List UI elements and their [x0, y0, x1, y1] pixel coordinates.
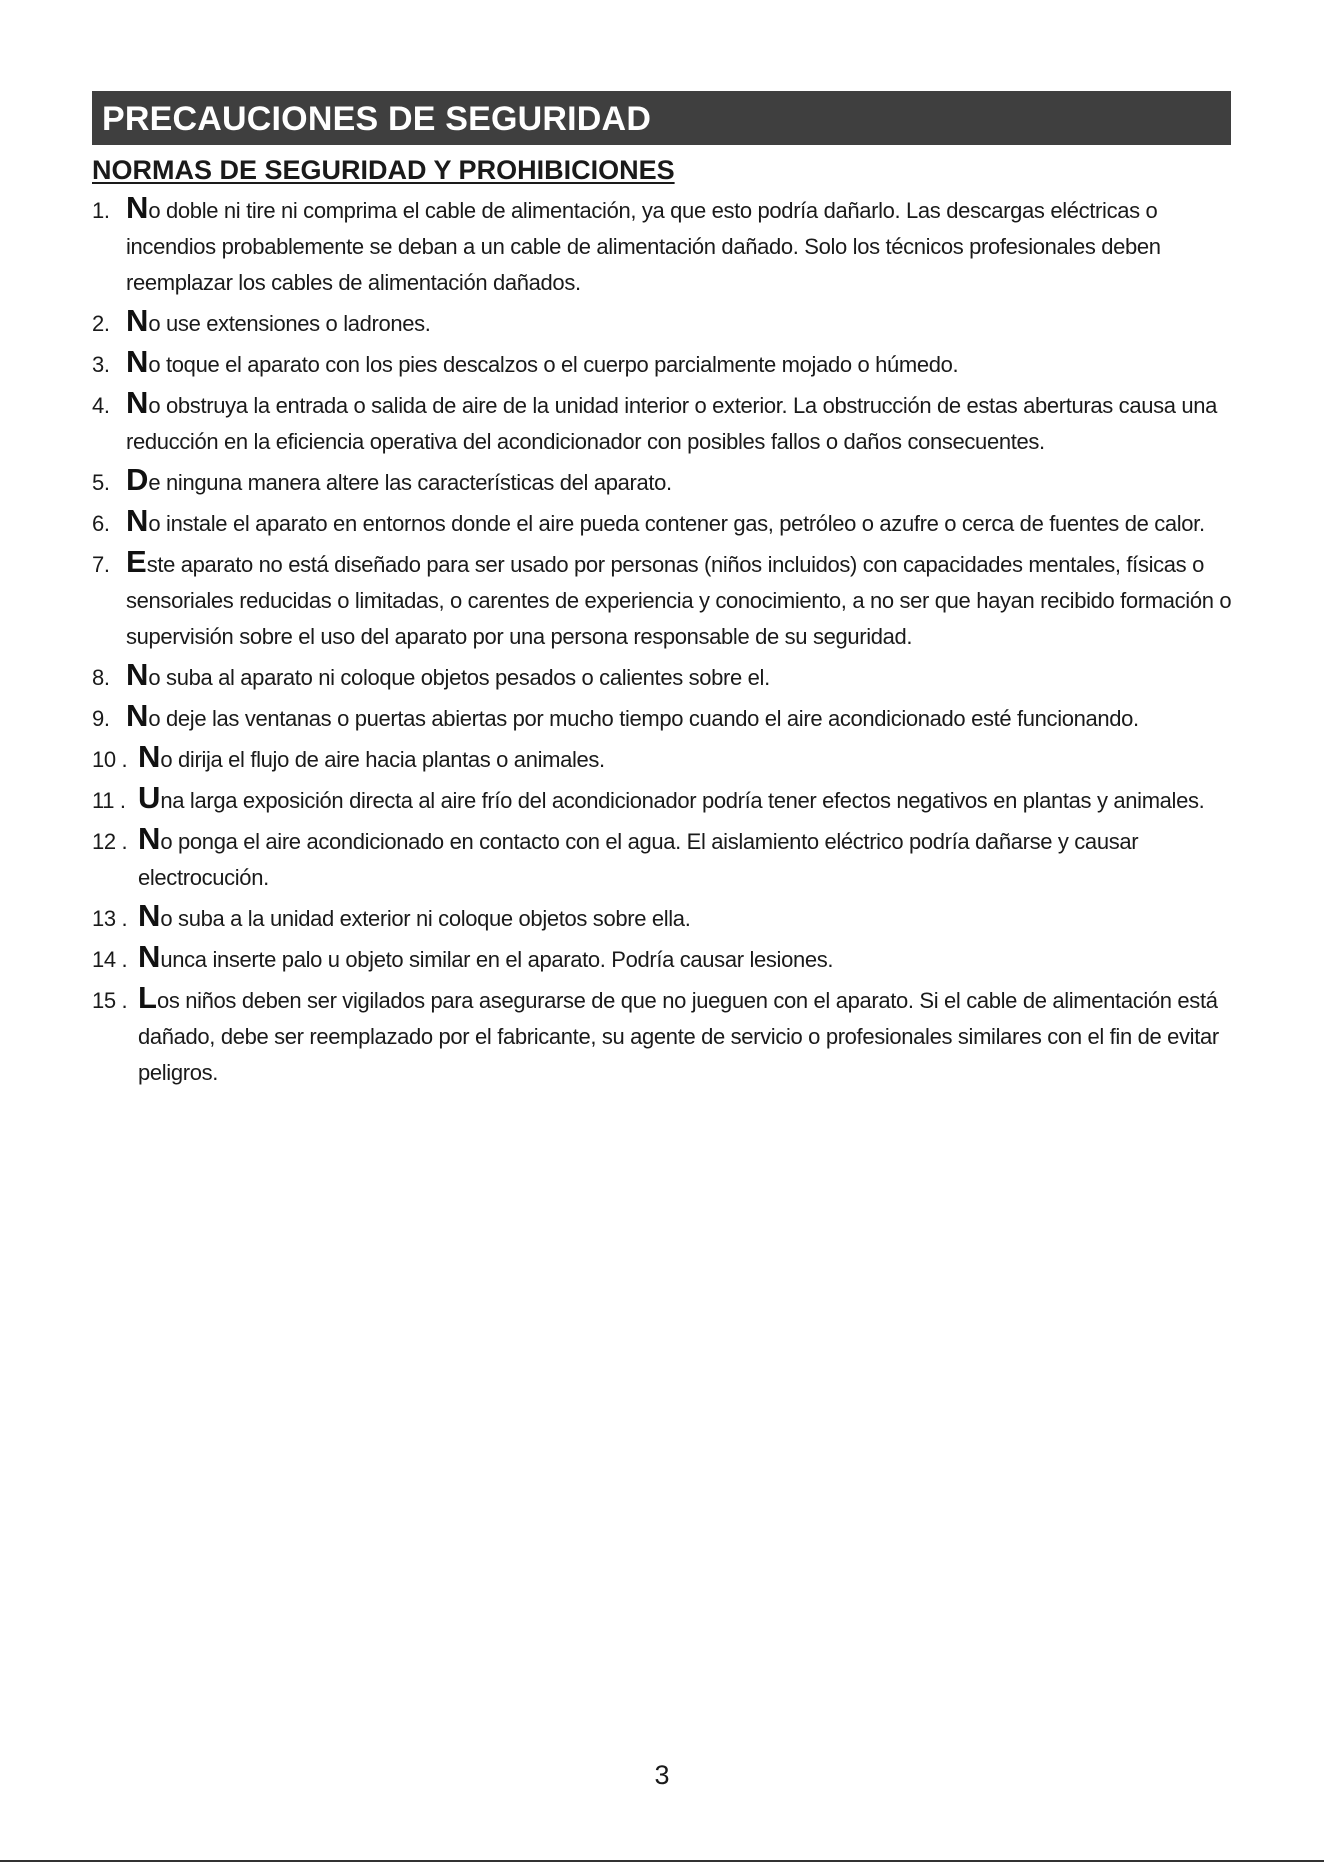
item-text: o use extensiones o ladrones. — [148, 311, 431, 336]
list-item — [92, 939, 1242, 978]
list-item — [92, 821, 1242, 896]
item-text: o obstruya la entrada o salida de aire de la unidad interior o exterior. La obstrucción de estas aberturas causa una reducción en la eficiencia operativa del acondicionador con posibles fallos o daños consecuentes. — [126, 393, 1218, 454]
item-initial: N — [126, 303, 149, 338]
item-initial: N — [138, 821, 161, 856]
item-number: 1. — [92, 198, 116, 223]
item-number: 11 . — [92, 788, 126, 813]
list-item — [92, 190, 1242, 301]
item-text: o suba al aparato ni coloque objetos pesados o calientes sobre el. — [148, 665, 770, 690]
list-item — [92, 780, 1242, 819]
item-initial: N — [126, 385, 149, 420]
list-item — [92, 657, 1242, 696]
list-item — [92, 344, 1242, 383]
list-item — [92, 739, 1242, 778]
item-text: o ponga el aire acondicionado en contacto con el agua. El aislamiento eléctrico podría dañarse y causar electrocución. — [138, 829, 1139, 890]
page-number: 3 — [654, 1760, 670, 1790]
item-number: 9. — [92, 706, 116, 731]
item-initial: N — [138, 898, 161, 933]
item-number: 12 . — [92, 829, 128, 854]
list-item — [92, 980, 1242, 1091]
item-text: o doble ni tire ni comprima el cable de alimentación, ya que esto podría dañarlo. Las descargas eléctricas o incendios probablemente se deban a un cable de alimentación dañado. Solo los técnicos profesionales deben reemplazar los cables de alimentación dañados. — [126, 198, 1161, 295]
item-initial: N — [138, 939, 161, 974]
item-number: 5. — [92, 470, 116, 495]
item-initial: N — [126, 190, 149, 225]
item-initial: U — [138, 780, 161, 815]
item-text: ste aparato no está diseñado para ser usado por personas (niños incluidos) con capacidades mentales, físicas o sensoriales reducidas o limitadas, o carentes de experiencia y conocimiento, a no ser que hayan recibido formación o supervisión sobre el uso del aparato por una persona responsable de su seguridad. — [126, 552, 1232, 649]
item-text: unca inserte palo u objeto similar en el aparato. Podría causar lesiones. — [160, 947, 834, 972]
item-text: o instale el aparato en entornos donde el aire pueda contener gas, petróleo o azufre o cerca de fuentes de calor. — [148, 511, 1205, 536]
item-initial: N — [126, 503, 149, 538]
list-item — [92, 698, 1242, 737]
item-initial: L — [138, 980, 157, 1015]
item-number: 15 . — [92, 988, 128, 1013]
section-subtitle: NORMAS DE SEGURIDAD Y PROHIBICIONES — [92, 155, 675, 185]
item-text: na larga exposición directa al aire frío del acondicionador podría tener efectos negativos en plantas y animales. — [160, 788, 1205, 813]
item-number: 13 . — [92, 906, 128, 931]
item-number: 10 . — [92, 747, 128, 772]
item-text: e ninguna manera altere las características del aparato. — [148, 470, 672, 495]
item-initial: N — [126, 698, 149, 733]
item-number: 8. — [92, 665, 116, 690]
item-number: 3. — [92, 352, 116, 377]
bottom-divider — [0, 1860, 1324, 1862]
safety-rules-list — [92, 190, 1242, 1096]
item-text: o toque el aparato con los pies descalzos o el cuerpo parcialmente mojado o húmedo. — [148, 352, 959, 377]
list-item — [92, 544, 1242, 655]
item-initial: D — [126, 462, 149, 497]
item-text: os niños deben ser vigilados para asegurarse de que no jueguen con el aparato. Si el cable de alimentación está dañado, debe ser reemplazado por el fabricante, su agente de servicio o profesionales similares con el fin de evitar peligros. — [138, 988, 1219, 1085]
list-item — [92, 303, 1242, 342]
item-number: 7. — [92, 552, 116, 577]
item-text: o suba a la unidad exterior ni coloque objetos sobre ella. — [160, 906, 691, 931]
section-title: PRECAUCIONES DE SEGURIDAD — [92, 91, 1231, 145]
list-item — [92, 503, 1242, 542]
item-initial: N — [126, 344, 149, 379]
item-number: 2. — [92, 311, 116, 336]
item-initial: N — [126, 657, 149, 692]
item-text: o dirija el flujo de aire hacia plantas o animales. — [160, 747, 605, 772]
item-number: 14 . — [92, 947, 128, 972]
item-number: 4. — [92, 393, 116, 418]
item-text: o deje las ventanas o puertas abiertas por mucho tiempo cuando el aire acondicionado esté funcionando. — [148, 706, 1139, 731]
list-item — [92, 462, 1242, 501]
item-initial: N — [138, 739, 161, 774]
item-number: 6. — [92, 511, 116, 536]
item-initial: E — [126, 544, 147, 579]
list-item — [92, 898, 1242, 937]
list-item — [92, 385, 1242, 460]
